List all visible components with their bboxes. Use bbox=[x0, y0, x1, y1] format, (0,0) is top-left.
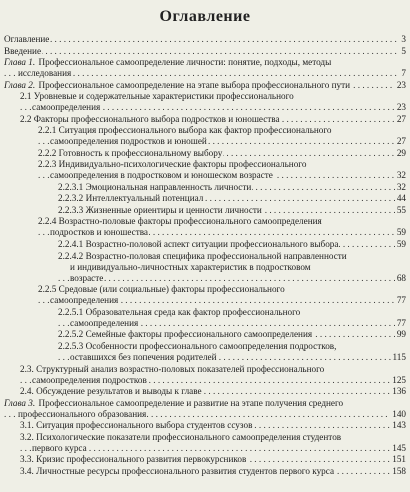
toc-entry-text: 2.2.4 Возрастно-половые факторы профессионального самоопределения bbox=[38, 216, 322, 227]
toc-page-number: 158 bbox=[392, 465, 406, 476]
chapter-prefix: Глава 3. bbox=[4, 397, 38, 408]
toc-entry[interactable] bbox=[38, 216, 406, 238]
toc-entry-text: 2.2.5.3 Особенности профессионального самоопределения подростков, bbox=[58, 340, 337, 351]
toc-page-number: 23 bbox=[396, 79, 406, 90]
toc-page-number: 115 bbox=[392, 351, 406, 362]
toc-entry[interactable] bbox=[20, 386, 406, 397]
toc-page-number: 29 bbox=[396, 147, 406, 158]
toc-page-number: 5 bbox=[401, 45, 406, 56]
toc-entry-text: 2.2.3 Индивидуально-психологические факторы профессионального bbox=[38, 159, 307, 170]
toc-entry-text: 2.2 Факторы профессионального выбора подростков и юношества bbox=[20, 113, 280, 124]
toc-entry[interactable] bbox=[38, 125, 406, 147]
toc-page-number: 55 bbox=[396, 204, 406, 215]
toc-page-number: 99 bbox=[396, 329, 406, 340]
toc-entry-text: 2.2.5.1 Образовательная среда как фактор профессионального bbox=[58, 306, 301, 317]
toc-entry[interactable] bbox=[20, 432, 406, 454]
toc-page-number: 125 bbox=[392, 374, 406, 385]
toc-page-number: 7 bbox=[401, 68, 406, 79]
toc-entry[interactable] bbox=[58, 307, 406, 329]
toc-entry-text: самоопределения bbox=[32, 102, 101, 113]
toc-entry-text: 2.3. Структурный анализ возрастно-половых показателей профессионального bbox=[20, 363, 325, 374]
toc-page-number: 27 bbox=[396, 113, 406, 124]
toc-entry[interactable] bbox=[38, 284, 406, 306]
toc-entry-text: 2.2.1 Ситуация профессионального выбора как фактор профессионального bbox=[38, 125, 332, 136]
toc-page-number: 68 bbox=[396, 272, 406, 283]
toc-entry-text: Профессиональное самоопределение личности: понятие, подходы, методы bbox=[38, 57, 332, 67]
toc-page-number: 59 bbox=[396, 227, 406, 238]
page-title: Оглавление bbox=[159, 8, 251, 25]
toc-entry[interactable] bbox=[38, 159, 406, 181]
toc-entry-text: самоопределения bbox=[50, 295, 119, 306]
toc-entry-text: и индивидуально-личностных характеристик в подростковом bbox=[70, 261, 311, 272]
toc-entry-text: 2.2.3.3 Жизненные ориентиры и ценности личности bbox=[58, 204, 262, 215]
toc-entry[interactable] bbox=[58, 205, 406, 216]
toc-entry[interactable] bbox=[58, 182, 406, 193]
toc-entry-text: самоопределения в подростковом и юношеском возрасте bbox=[50, 170, 273, 181]
toc-entry[interactable] bbox=[4, 46, 406, 57]
toc-entry-text: подростков и юношества bbox=[50, 227, 149, 238]
toc-entry-text: Оглавление bbox=[4, 34, 50, 44]
toc-entry-text: 3.3. Кризис профессионального развития первокурсников bbox=[20, 454, 247, 465]
toc-entry-text: возрасте bbox=[70, 272, 104, 283]
toc-entry[interactable] bbox=[20, 466, 406, 477]
toc-page-number: 145 bbox=[392, 442, 406, 453]
toc-entry-text: Профессиональное самоопределение и развитие на этапе получения среднего bbox=[38, 397, 344, 408]
toc-entry-text: 2.2.5 Средовые (или социальные) факторы профессионального bbox=[38, 284, 285, 295]
toc-page-number: 32 bbox=[396, 170, 406, 181]
toc-entry[interactable] bbox=[20, 420, 406, 431]
toc-entry[interactable] bbox=[4, 34, 406, 45]
toc-entry-text: Профессиональное самоопределение на этапе выбора профессионального пути bbox=[38, 79, 351, 90]
toc-entry[interactable] bbox=[20, 364, 406, 386]
toc-entry-text: оставшихся без попечения родителей bbox=[70, 351, 217, 362]
toc-entry-text: 2.2.4.1 Возрастно-половой аспект ситуации профессионального выбора bbox=[58, 239, 339, 249]
chapter-prefix: Глава 2. bbox=[4, 79, 38, 90]
toc-page-number: 77 bbox=[396, 317, 406, 328]
toc-entry-text: 2.4. Обсуждение результатов и выводы к главе bbox=[20, 386, 202, 397]
toc-entry[interactable] bbox=[58, 239, 406, 250]
toc-entry[interactable] bbox=[58, 251, 406, 284]
toc-entry[interactable] bbox=[58, 193, 406, 204]
toc-entry[interactable] bbox=[4, 57, 406, 79]
toc-entry[interactable] bbox=[38, 148, 406, 159]
toc-entry[interactable] bbox=[20, 91, 406, 113]
toc-page-number: 140 bbox=[392, 408, 406, 419]
toc-entry-text: Введение bbox=[4, 45, 42, 56]
toc-page-number: 3 bbox=[401, 34, 406, 44]
toc-entry-text: 3.1. Ситуация профессионального выбора студентов ссузов bbox=[20, 420, 253, 431]
toc-entry-text: 2.2.3.2 Интеллектуальный потенциал bbox=[58, 193, 204, 204]
toc-entry-text: 3.2. Психологические показатели профессионального самоопределения студентов bbox=[20, 431, 342, 442]
chapter-prefix: Глава 1. bbox=[4, 57, 38, 67]
toc-page-number: 77 bbox=[396, 295, 406, 306]
toc-entry[interactable] bbox=[58, 341, 406, 363]
toc-entry-text: первого курса bbox=[32, 442, 87, 453]
toc-page-number: 32 bbox=[396, 181, 406, 192]
toc-page-number: 27 bbox=[396, 136, 406, 147]
toc-entry[interactable] bbox=[20, 114, 406, 125]
toc-entry-text: 2.2.2 Готовность к профессиональному выбору bbox=[38, 147, 223, 158]
toc-entry-text: 2.2.5.2 Семейные факторы профессионального самоопределения bbox=[58, 329, 313, 340]
toc-page-number: 136 bbox=[392, 386, 406, 397]
toc-page-number: 59 bbox=[396, 239, 406, 249]
toc-entry-text: 3.4. Личностные ресурсы профессионального развития студентов первого курса bbox=[20, 465, 335, 476]
toc-entry-text: самоопределения подростков bbox=[32, 374, 147, 385]
toc-entry-text: самоопределения bbox=[70, 317, 139, 328]
toc-entry-text: 2.2.3.1 Эмоциональная направленность личности bbox=[58, 181, 252, 192]
toc-entry-text: 2.2.4.2 Возрастно-половая специфика профессиональной направленности bbox=[58, 250, 347, 261]
toc-entry[interactable] bbox=[20, 454, 406, 465]
toc-entry-text: исследования bbox=[18, 68, 72, 79]
toc-entry[interactable] bbox=[58, 329, 406, 340]
toc-entry-text: профессионального образования bbox=[18, 408, 147, 419]
toc-page-number: 44 bbox=[396, 193, 406, 204]
toc-entry[interactable] bbox=[4, 398, 406, 420]
toc-page-number: 151 bbox=[392, 454, 406, 465]
toc-entry-text: самоопределения подростков и юношей bbox=[50, 136, 207, 147]
toc-page-number: 143 bbox=[392, 420, 406, 431]
toc-entry-text: 2.1 Уровневые и содержательные характеристики профессионального bbox=[20, 91, 294, 102]
toc-entry[interactable] bbox=[4, 80, 406, 91]
toc-page-number: 23 bbox=[396, 102, 406, 113]
